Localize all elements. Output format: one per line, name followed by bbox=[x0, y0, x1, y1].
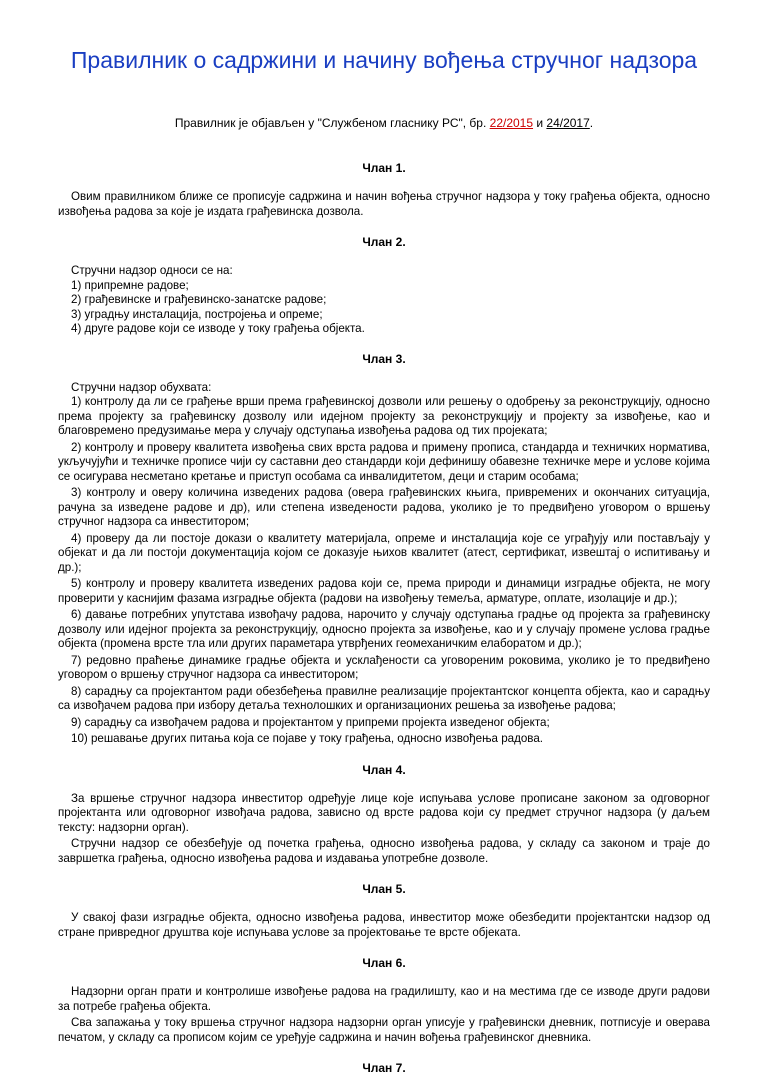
list-item: 1) припремне радове; bbox=[71, 278, 189, 292]
list-item: 4) проверу да ли постоје докази о квалитету материјала, опреме и инсталација које се уграђују или постављају у објекат и да ли постоји документација којом се доказује њихов квалитет (атест, сертификат, извештај о испитивању и др.); bbox=[58, 531, 710, 574]
article-intro: Стручни надзор обухвата: bbox=[71, 380, 212, 394]
article-heading: Члан 1. bbox=[362, 161, 406, 175]
article-paragraph: За вршење стручног надзора инвеститор одређује лице које испуњава услове прописане законом за одговорног пројектанта или одговорног извођача радова, зависно од врсте радова који су предмет стручног надзора (у даљем тексту: надзорни орган). bbox=[58, 791, 710, 834]
article-heading: Члан 6. bbox=[362, 956, 406, 970]
list-item: 3) контролу и оверу количина изведених радова (овера грађевинских књига, привремених и окончаних ситуација, рачуна за изведене радове и др), или степена изведености радова, уколико је то предвиђено уговором о вршењу стручног надзора са инвеститором; bbox=[58, 486, 710, 528]
article-paragraph: У свакој фази изградње објекта, односно извођења радова, инвеститор може обезбедити пројектантски надзор од стране привредног друштва које испуњава услове за пројектовање те врсте објеката. bbox=[58, 911, 710, 939]
article-paragraph: Сва запажања у току вршења стручног надзора надзорни орган уписује у грађевински дневник, потписује и оверава печатом, у складу са прописом којим се уређује садржина и начин вођења грађевинског дневника. bbox=[58, 1016, 710, 1044]
document-page bbox=[58, 0, 710, 1090]
list-item: 8) сарадњу са пројектантом ради обезбеђења правилне реализације пројектантског концепта објекта, као и сарадњу са извођачем радова при избору детаља технолошких и организационих решења за извођење радова; bbox=[58, 684, 710, 712]
gazette-link-2017[interactable]: 24/2017 bbox=[546, 116, 590, 130]
publication-suffix: . bbox=[589, 116, 594, 130]
article-paragraph: Стручни надзор се обезбеђује од почетка грађења, односно извођења радова, у складу са законом и траје до завршетка грађења, односно извођења радова и издавања употребне дозволе. bbox=[58, 837, 710, 865]
list-item: 6) давање потребних упутстава извођачу радова, нарочито у случају одступања градње од пројекта за грађевинску дозволу или идејног пројекта за реконструкцију, односно пројекта за извођење, као и у случају промене услова градње објекта (промена врсте тла или других параметара утврђених геомеханичким елаборатом и др.); bbox=[58, 608, 710, 650]
article-heading: Члан 4. bbox=[362, 762, 406, 777]
article-heading: Члан 3. bbox=[362, 351, 406, 366]
article-heading: Члан 5. bbox=[362, 882, 406, 896]
list-item: 4) друге радове који се изводе у току грађења објекта. bbox=[71, 322, 365, 335]
article-heading: Члан 7. bbox=[362, 1061, 406, 1075]
gazette-link-2015[interactable]: 22/2015 bbox=[489, 116, 534, 130]
list-item: 2) контролу и проверу квалитета извођења свих врста радова и примену прописа, стандарда и техничких норматива, укључујући и техничке прописе чији су саставни део стандарди који дефинишу обавезне техничке мере и услове којима се осигурава несметано кретање и приступ особама са инвалидитетом, деци и старим особама; bbox=[58, 440, 710, 483]
article-list bbox=[58, 264, 710, 337]
publication-note bbox=[58, 116, 710, 131]
publication-conj: и bbox=[533, 116, 547, 130]
document-title: Правилник о садржини и начину вођења стручног надзора bbox=[70, 47, 698, 73]
list-item: 3) уградњу инсталација, постројења и опреме; bbox=[71, 307, 323, 321]
list-item: Стручни надзор односи се на: bbox=[71, 264, 233, 277]
list-item: 2) грађевинске и грађевинско-занатске радове; bbox=[71, 293, 327, 306]
publication-prefix: Правилник је објављен у "Службеном гласнику РС", бр. bbox=[174, 116, 490, 130]
article-heading: Члан 2. bbox=[362, 235, 406, 249]
list-item: 1) контролу да ли се грађење врши према грађевинској дозволи или решењу о одобрењу за реконструкцију, односно према пројекту за грађевинску дозволу или идејном пројекту за реконструкцију и пројекту за извођење, као и благовремено предузимање мера у случају одступања извођења радова од тих пројеката; bbox=[58, 395, 710, 437]
article-paragraph: Надзорни орган прати и контролише извођење радова на градилишту, као и на местима где се изводе други радови за потребе грађења објекта. bbox=[58, 985, 710, 1013]
list-item: 10) решавање других питања која се појаве у току грађења, односно извођења радова. bbox=[71, 732, 544, 745]
list-item: 7) редовно праћење динамике градње објекта и усклађености са уговореним роковима, уколико је то предвиђено уговором о вршењу стручног надзора са инвеститором; bbox=[58, 653, 710, 681]
list-item: 5) контролу и проверу квалитета изведених радова који се, према природи и динамици изградње објекта, не могу проверити у каснијим фазама изградње објекта (радови на извођењу темеља, арматуре, оплате, изолације и др.); bbox=[58, 577, 710, 605]
article-paragraph: Овим правилником ближе се прописује садржина и начин вођења стручног надзора у току грађења објекта, односно извођења радова за које је издата грађевинска дозвола. bbox=[58, 190, 710, 218]
list-item: 9) сарадњу са извођачем радова и пројектантом у припреми пројекта изведеног објекта; bbox=[71, 715, 550, 729]
